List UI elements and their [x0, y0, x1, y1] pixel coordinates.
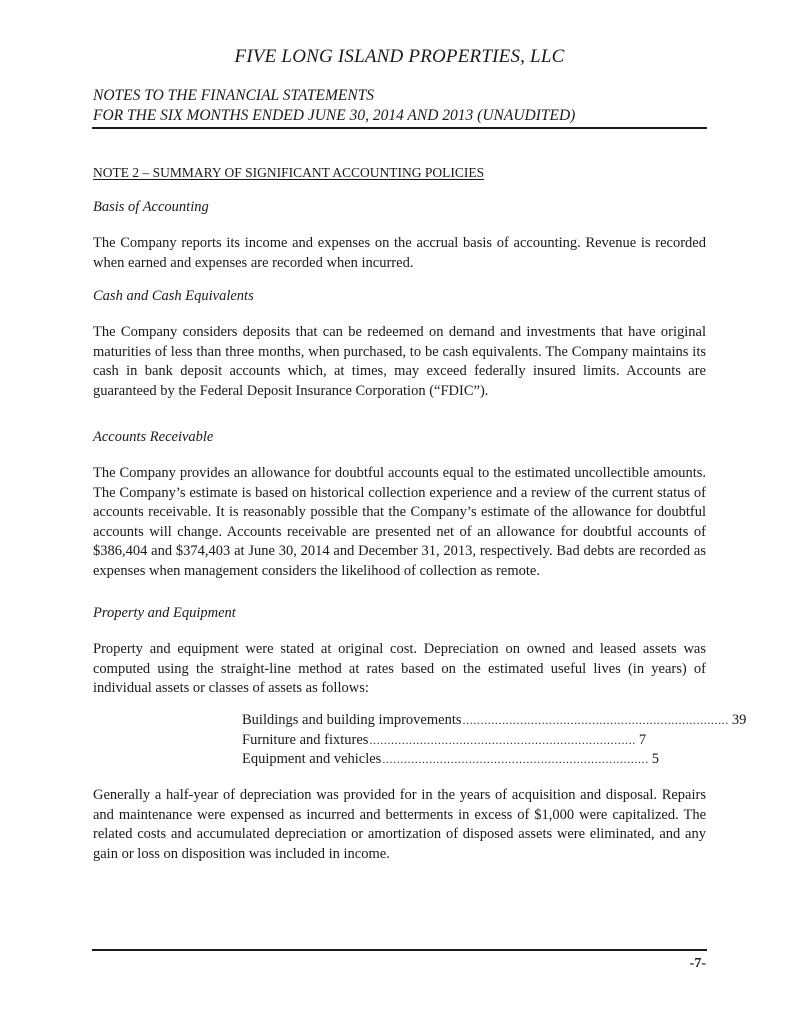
page-number: -7-: [689, 956, 706, 971]
useful-life-years: 5: [651, 751, 659, 767]
footer-divider: [92, 949, 707, 951]
statement-period: FOR THE SIX MONTHS ENDED JUNE 30, 2014 AND 2013 (UNAUDITED): [93, 107, 576, 124]
asset-class-label: Furniture and fixtures: [242, 731, 369, 748]
statement-title: NOTES TO THE FINANCIAL STATEMENTS: [93, 87, 375, 104]
property-equipment-text: Property and equipment were stated at original cost. Depreciation on owned and leased assets was computed using the straight-line method at rates based on the estimated useful lives (in years) of individual assets or classes of assets as follows:: [93, 641, 706, 696]
asset-class-label: Equipment and vehicles: [242, 751, 382, 767]
useful-life-row: [242, 731, 647, 752]
useful-life-years: 39: [731, 712, 747, 728]
basis-of-accounting-heading: Basis of Accounting: [93, 199, 209, 215]
useful-life-years: 7: [638, 731, 647, 748]
accounts-receivable-text: The Company provides an allowance for doubtful accounts equal to the estimated uncollectible amounts. The Company’s estimate is based on historical collection experience and a review of the current status of accounts receivable. It is reasonably possible that the Company’s estimate of the allowance for doubtful accounts will change. Accounts receivable are presented net of an allowance for doubtful accounts of $386,404 and $374,403 at June 30, 2014 and December 31, 2013, respectively. Bad debts are recorded as expenses when management considers the likelihood of collection as remote.: [93, 465, 706, 579]
basis-of-accounting-text: The Company reports its income and expenses on the accrual basis of accounting. Revenue is recorded when earned and expenses are recorded when incurred.: [93, 235, 706, 271]
useful-life-row: [242, 751, 659, 771]
dot-leader: ..........................................................................: [462, 713, 729, 727]
document-page: [93, 0, 747, 1034]
property-equipment-heading: Property and Equipment: [93, 605, 236, 621]
cash-equivalents-heading: Cash and Cash Equivalents: [93, 288, 254, 304]
note-heading: NOTE 2 – SUMMARY OF SIGNIFICANT ACCOUNTING POLICIES: [93, 165, 485, 180]
dot-leader: ..........................................................................: [382, 752, 649, 766]
useful-lives-table: [242, 712, 747, 771]
company-name: FIVE LONG ISLAND PROPERTIES, LLC: [234, 46, 565, 67]
dot-leader: ..........................................................................: [369, 732, 636, 747]
cash-equivalents-text: The Company considers deposits that can be redeemed on demand and investments that have original maturities of less than three months, when purchased, to be cash equivalents. The Company maintains its cash in bank deposit accounts which, at times, may exceed federally insured limits. Accounts are guaranteed by the Federal Deposit Insurance Corporation (“FDIC”).: [93, 324, 706, 399]
depreciation-policy-text: Generally a half-year of depreciation was provided for in the years of acquisition and disposal. Repairs and maintenance were expensed as incurred and betterments in excess of $1,000 were capitalized. The related costs and accumulated depreciation or amortization of disposed assets were eliminated, and any gain or loss on disposition was included in income.: [93, 787, 706, 862]
header-divider: [92, 127, 707, 129]
accounts-receivable-heading: Accounts Receivable: [93, 429, 214, 445]
useful-life-row: [242, 712, 747, 732]
asset-class-label: Buildings and building improvements: [242, 712, 462, 728]
